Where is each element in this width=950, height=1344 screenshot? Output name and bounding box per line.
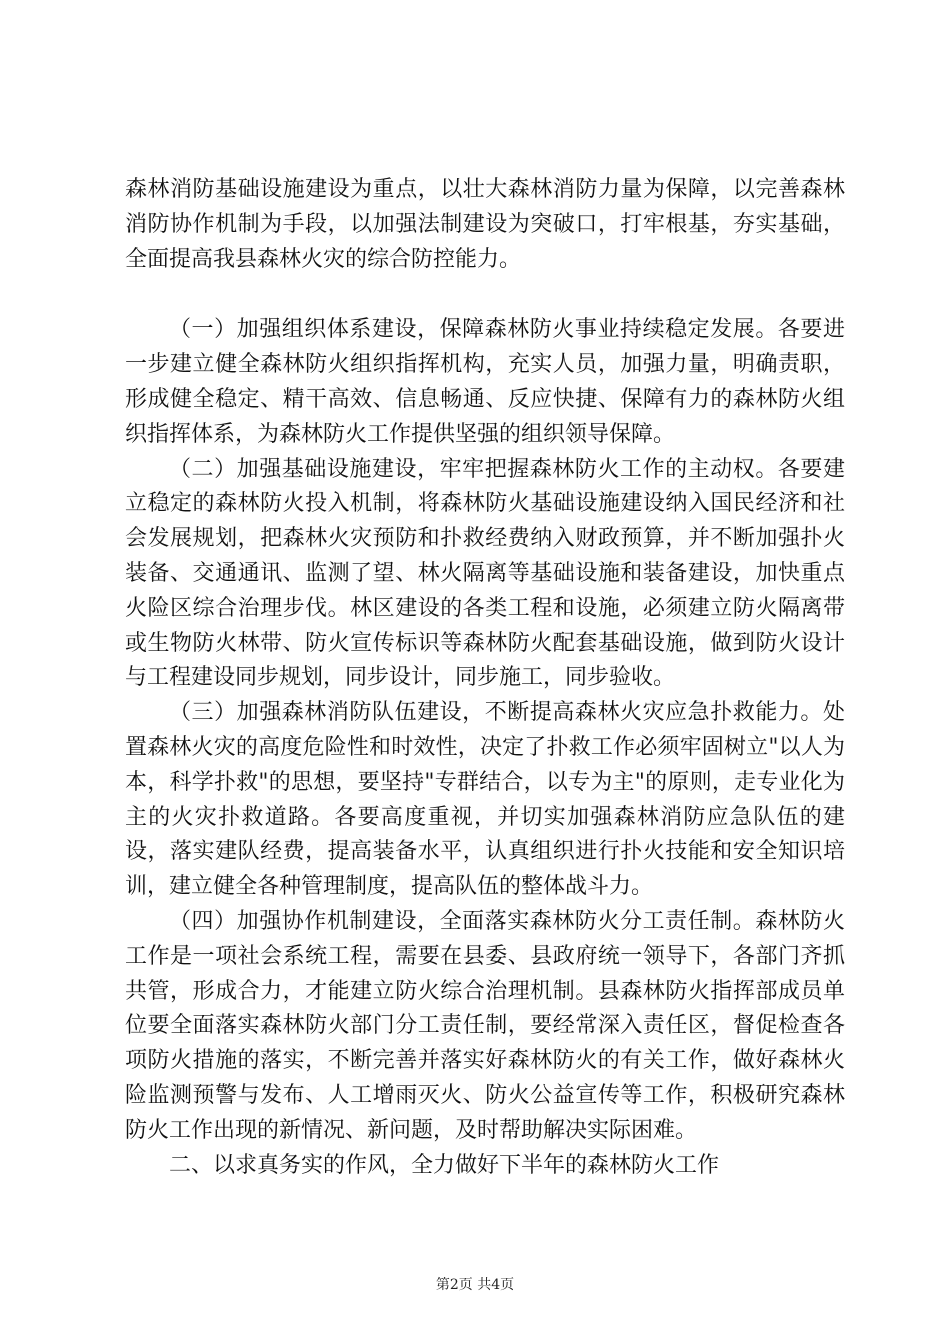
page-number-footer: 第2页 共4页 — [435, 1277, 515, 1293]
paragraph-section-3: （三）加强森林消防队伍建设，不断提高森林火灾应急扑救能力。处置森林火灾的高度危险性和时效性，决定了扑救工作必须牢固树立"以人为本，科学扑救"的思想，要坚持"专群结合，以专为主"的原则，走专业化为主的火灾扑救道路。各要高度重视，并切实加强森林消防应急队伍的建设，落实建队经费，提高装备水平，认真组织进行扑火技能和安全知识培训，建立健全各种管理制度，提高队伍的整体战斗力。 — [125, 700, 845, 900]
paragraph-section-1: （一）加强组织体系建设，保障森林防火事业持续稳定发展。各要进一步建立健全森林防火组织指挥机构，充实人员，加强力量，明确责职，形成健全稳定、精干高效、信息畅通、反应快捷、保障有力的森林防火组织指挥体系，为森林防火工作提供坚强的组织领导保障。 — [125, 317, 845, 447]
paragraph-section-2: （二）加强基础设施建设，牢牢把握森林防火工作的主动权。各要建立稳定的森林防火投入机制，将森林防火基础设施建设纳入国民经济和社会发展规划，把森林火灾预防和扑救经费纳入财政预算，并不断加强扑火装备、交通通讯、监测了望、林火隔离等基础设施和装备建设，加快重点火险区综合治理步伐。林区建设的各类工程和设施，必须建立防火隔离带或生物防火林带、防火宣传标识等森林防火配套基础设施，做到防火设计与工程建设同步规划，同步设计，同步施工，同步验收。 — [125, 456, 845, 691]
paragraph-section-4: （四）加强协作机制建设，全面落实森林防火分工责任制。森林防火工作是一项社会系统工程，需要在县委、县政府统一领导下，各部门齐抓共管，形成合力，才能建立防火综合治理机制。县森林防火指挥部成员单位要全面落实森林防火部门分工责任制，要经常深入责任区，督促检查各项防火措施的落实，不断完善并落实好森林防火的有关工作，做好森林火险监测预警与发布、人工增雨灭火、防火公益宣传等工作，积极研究森林防火工作出现的新情况、新问题，及时帮助解决实际困难。 — [125, 908, 845, 1143]
section-heading-2: 二、以求真务实的作风，全力做好下半年的森林防火工作 — [169, 1152, 720, 1178]
paragraph-intro-continued: 森林消防基础设施建设为重点，以壮大森林消防力量为保障，以完善森林消防协作机制为手段，以加强法制建设为突破口，打牢根基，夯实基础，全面提高我县森林火灾的综合防控能力。 — [125, 177, 845, 272]
document-body — [125, 173, 845, 1183]
